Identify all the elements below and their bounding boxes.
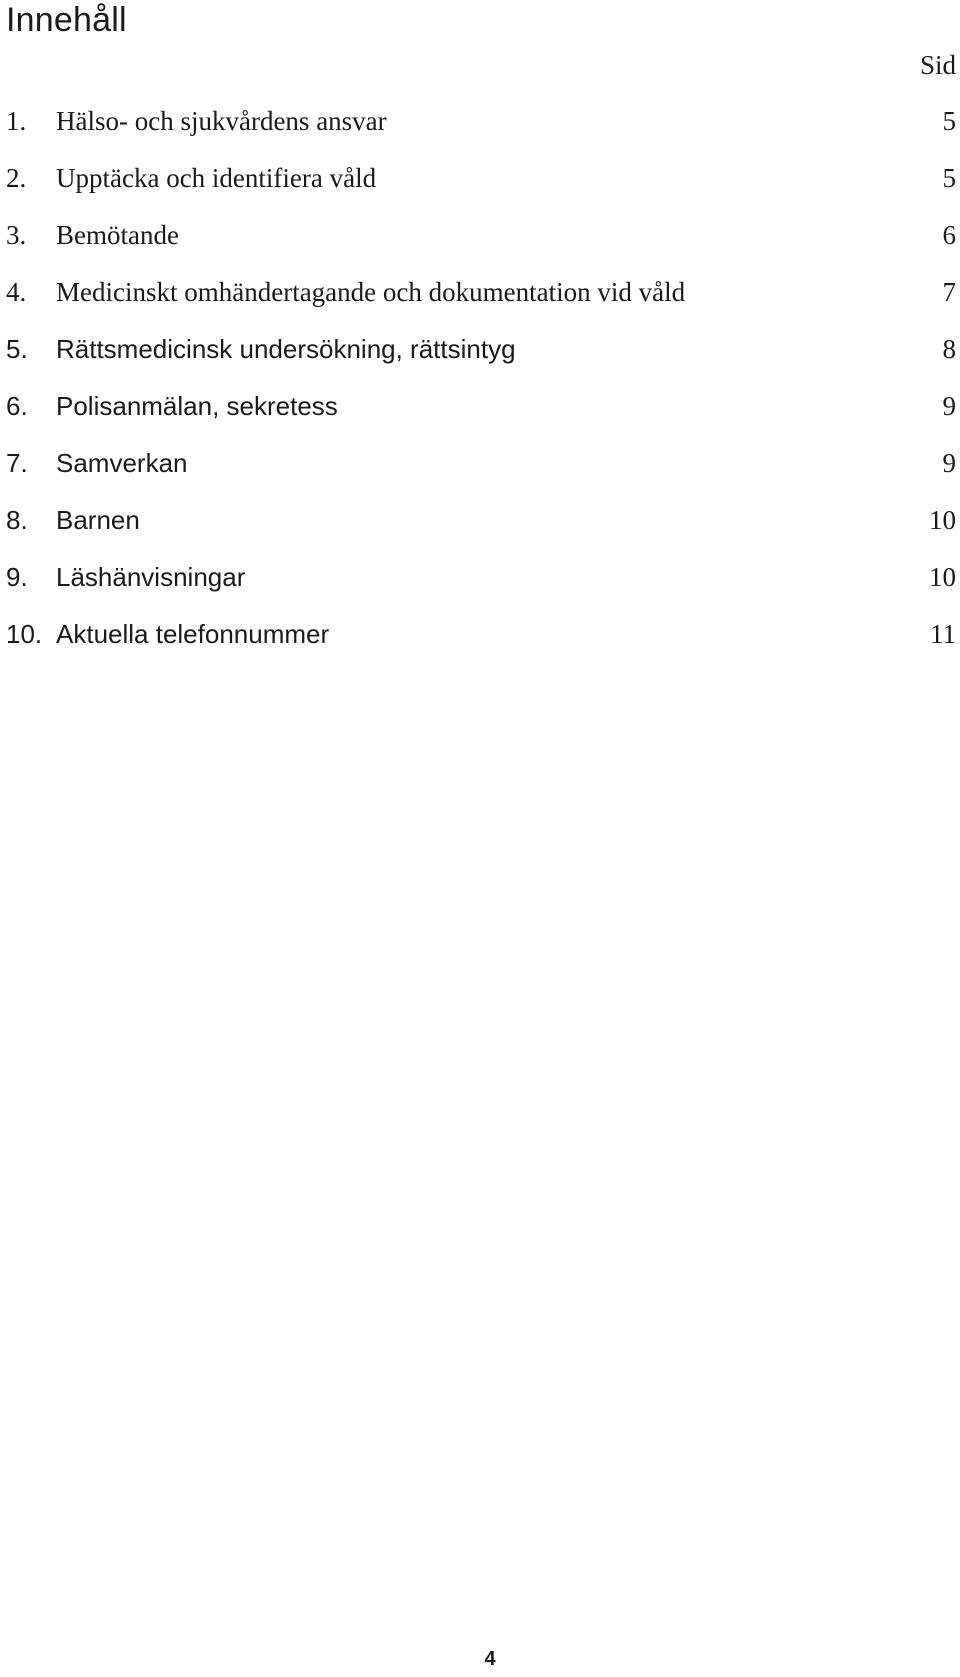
toc-entry-page: 9 bbox=[942, 391, 956, 421]
toc-entry-number: 6. bbox=[6, 391, 28, 421]
toc-entry-7[interactable] bbox=[0, 446, 956, 503]
toc-entry-5[interactable] bbox=[0, 332, 956, 389]
toc-entry-title: Polisanmälan, sekretess bbox=[56, 391, 338, 421]
toc-entry-number: 2. bbox=[6, 163, 27, 193]
toc-entry-page: 6 bbox=[942, 220, 956, 250]
toc-entry-1[interactable] bbox=[0, 104, 956, 161]
toc-entry-page: 11 bbox=[930, 619, 956, 649]
table-of-contents bbox=[0, 104, 956, 674]
toc-entry-title: Bemötande bbox=[56, 220, 179, 250]
toc-entry-page: 5 bbox=[942, 106, 956, 136]
toc-entry-10[interactable] bbox=[0, 617, 956, 674]
toc-entry-number: 4. bbox=[6, 277, 27, 307]
toc-entry-title: Upptäcka och identifiera våld bbox=[56, 163, 377, 193]
toc-entry-number: 3. bbox=[6, 220, 27, 250]
toc-entry-page: 7 bbox=[942, 277, 956, 307]
toc-entry-page: 10 bbox=[929, 505, 956, 535]
toc-entry-title: Aktuella telefonnummer bbox=[56, 619, 330, 649]
toc-entry-title: Rättsmedicinsk undersökning, rättsintyg bbox=[56, 334, 516, 364]
toc-entry-number: 9. bbox=[6, 562, 28, 592]
footer-page-number: 4 bbox=[484, 1648, 496, 1670]
toc-entry-number: 7. bbox=[6, 448, 28, 478]
toc-entry-title: Samverkan bbox=[56, 448, 188, 478]
page-column-label: Sid bbox=[919, 50, 956, 80]
toc-entry-page: 8 bbox=[942, 334, 956, 364]
toc-entry-title: Barnen bbox=[56, 505, 140, 535]
toc-entry-title: Läshänvisningar bbox=[56, 562, 246, 592]
toc-entry-number: 1. bbox=[6, 106, 27, 136]
toc-entry-number: 10. bbox=[6, 619, 43, 649]
toc-entry-title: Medicinskt omhändertagande och dokumentation vid våld bbox=[56, 277, 686, 307]
toc-entry-page: 9 bbox=[942, 448, 956, 478]
toc-entry-6[interactable] bbox=[0, 389, 956, 446]
toc-entry-4[interactable] bbox=[0, 275, 956, 332]
toc-entry-page: 5 bbox=[942, 163, 956, 193]
page-title: Innehåll bbox=[6, 1, 127, 39]
toc-entry-number: 5. bbox=[6, 334, 28, 364]
toc-entry-number: 8. bbox=[6, 505, 28, 535]
toc-entry-8[interactable] bbox=[0, 503, 956, 560]
toc-entry-9[interactable] bbox=[0, 560, 956, 617]
toc-entry-title: Hälso- och sjukvårdens ansvar bbox=[56, 106, 387, 136]
toc-entry-2[interactable] bbox=[0, 161, 956, 218]
toc-entry-3[interactable] bbox=[0, 218, 956, 275]
toc-entry-page: 10 bbox=[929, 562, 956, 592]
